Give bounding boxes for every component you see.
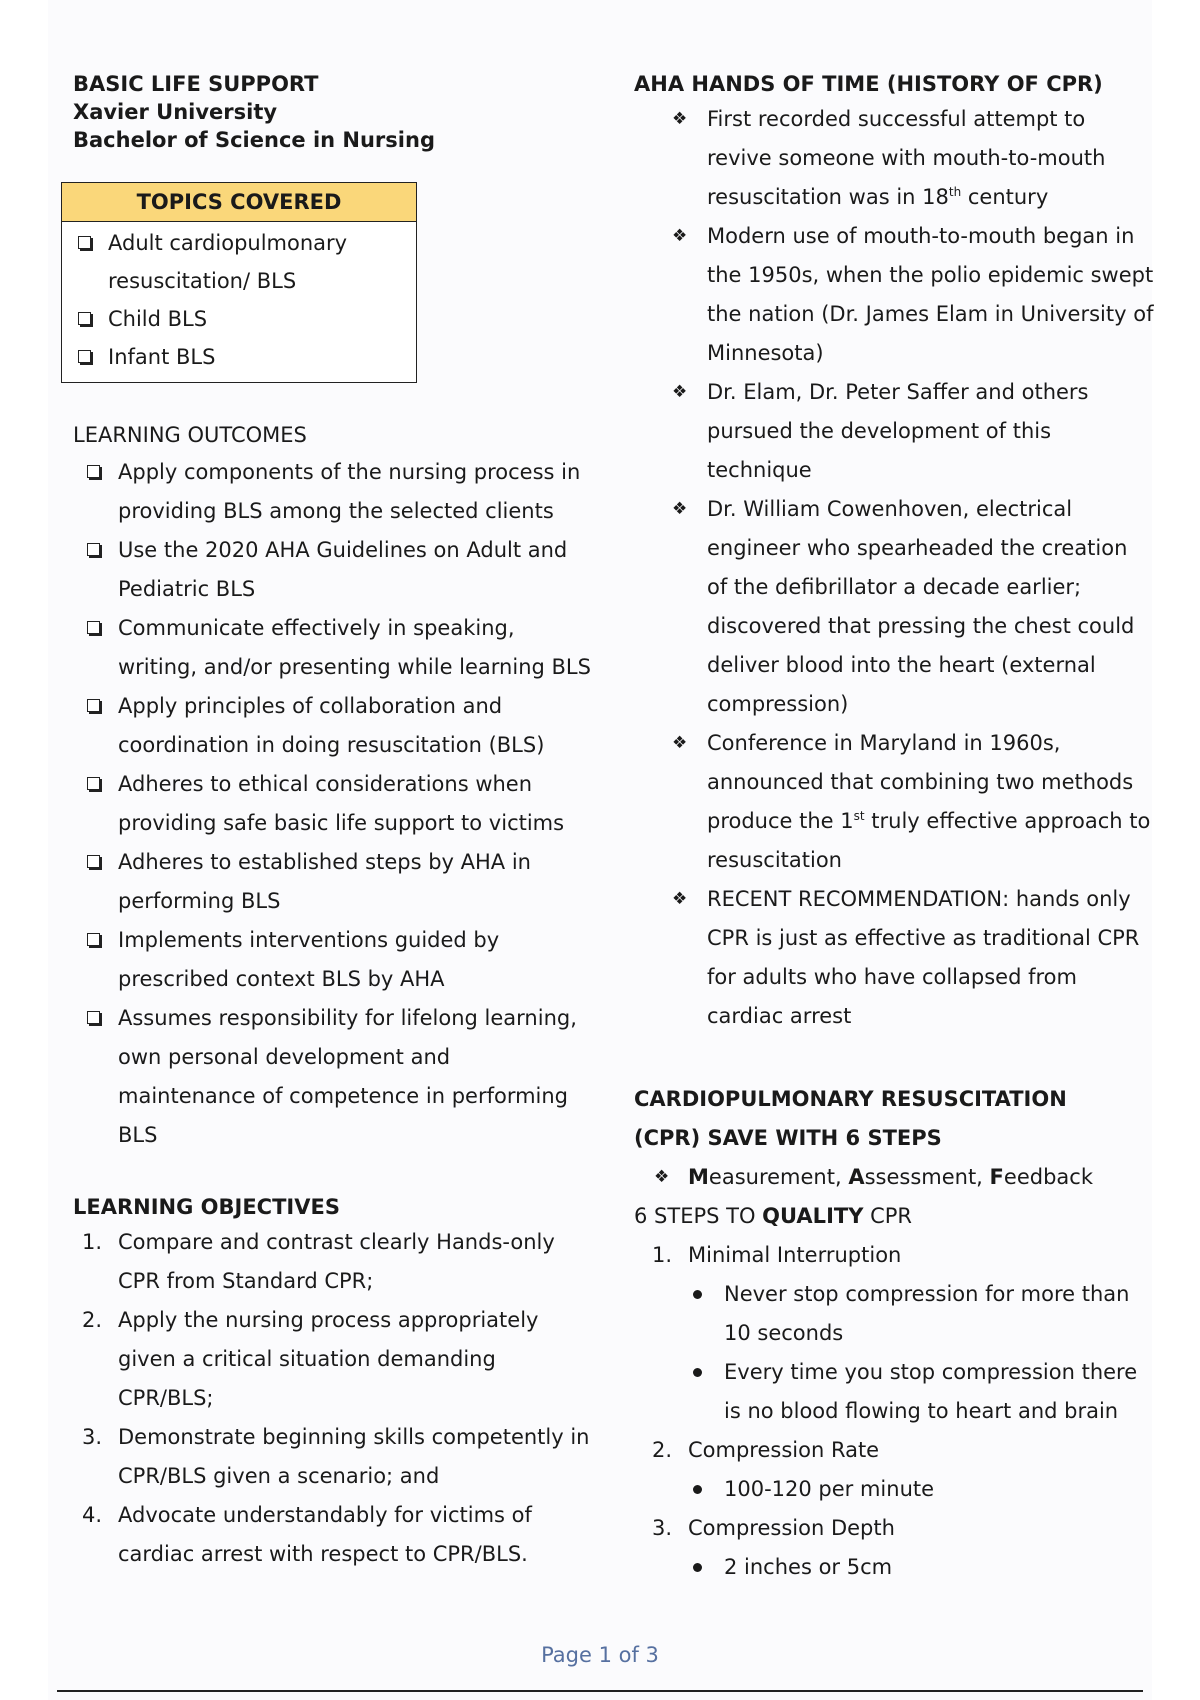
learning-outcomes-list [73, 453, 593, 1155]
list-item: Communicate effectively in speaking, writing, and/or presenting while learning BLS [73, 609, 593, 687]
checkbox-bullet-icon [87, 777, 100, 790]
list-item: ❖ Dr. Elam, Dr. Peter Saffer and others pursued the development of this technique [634, 373, 1154, 490]
diamond-bullet-icon: ❖ [654, 1167, 670, 1187]
checkbox-bullet-icon [78, 236, 91, 249]
diamond-bullet-icon: ❖ [672, 499, 688, 519]
checkbox-bullet-icon [87, 621, 100, 634]
list-item: 3. Demonstrate beginning skills competently in CPR/BLS given a scenario; and [82, 1425, 590, 1488]
list-item: ❖ Conference in Maryland in 1960s, announced that combining two methods produce the 1st truly effective approach to resuscitation [634, 724, 1154, 880]
topics-covered-box [61, 182, 417, 383]
checkbox-bullet-icon [78, 350, 91, 363]
document-title: BASIC LIFE SUPPORT [73, 72, 319, 96]
list-item: 2 inches or 5cm [688, 1548, 1154, 1587]
checkbox-bullet-icon [87, 933, 100, 946]
quality-cpr-heading: 6 STEPS TO QUALITY CPR [634, 1204, 913, 1228]
page-number: Page 1 of 3 [541, 1643, 659, 1667]
list-item: Adult cardiopulmonary [74, 224, 410, 262]
history-list [634, 100, 1154, 1036]
list-item: 1. Compare and contrast clearly Hands-only CPR from Standard CPR; [82, 1230, 555, 1293]
cpr-heading-line1: CARDIOPULMONARY RESUSCITATION [634, 1087, 1067, 1111]
history-heading: AHA HANDS OF TIME (HISTORY OF CPR) [634, 72, 1103, 96]
checkbox-bullet-icon [87, 699, 100, 712]
list-item: 4. Advocate understandably for victims of cardiac arrest with respect to CPR/BLS. [82, 1503, 532, 1566]
list-item: Implements interventions guided by prescribed context BLS by AHA [73, 921, 593, 999]
list-item: Use the 2020 AHA Guidelines on Adult and Pediatric BLS [73, 531, 593, 609]
list-item: 1. Minimal Interruption Never stop compression for more than 10 seconds Every time you stop compression there is no blood flowing to heart and brain [634, 1236, 1154, 1431]
list-item: 2. Compression Rate 100-120 per minute [634, 1431, 1154, 1509]
diamond-bullet-icon: ❖ [672, 382, 688, 402]
bullet-dot-icon [693, 1290, 702, 1299]
list-item: resuscitation/ BLS [108, 269, 297, 293]
list-item: Infant BLS [74, 338, 410, 376]
list-item: Assumes responsibility for lifelong learning, own personal development and maintenance of competence in performing BLS [73, 999, 593, 1155]
list-item: Adheres to ethical considerations when providing safe basic life support to victims [73, 765, 593, 843]
list-item: ❖ First recorded successful attempt to revive someone with mouth-to-mouth resuscitation was in 18th century [634, 100, 1154, 217]
footer-divider [57, 1690, 1143, 1692]
bullet-dot-icon [693, 1563, 702, 1572]
list-item: Never stop compression for more than 10 seconds [688, 1275, 1154, 1353]
school-name: Xavier University [73, 100, 278, 124]
list-item: 100-120 per minute [688, 1470, 1154, 1509]
checkbox-bullet-icon [87, 465, 100, 478]
program-name: Bachelor of Science in Nursing [73, 128, 435, 152]
bullet-dot-icon [693, 1485, 702, 1494]
list-item: Every time you stop compression there is no blood flowing to heart and brain [688, 1353, 1154, 1431]
left-column [73, 70, 593, 1574]
right-column [634, 70, 1154, 1587]
diamond-bullet-icon: ❖ [672, 109, 688, 129]
list-item: 2. Apply the nursing process appropriately given a critical situation demanding CPR/BLS; [82, 1308, 539, 1410]
topics-list [62, 222, 416, 382]
list-item: Apply principles of collaboration and coordination in doing resuscitation (BLS) [73, 687, 593, 765]
list-item: ❖ Dr. William Cowenhoven, electrical engineer who spearheaded the creation of the defibrillator a decade earlier; discovered that pressing the chest could deliver blood into the heart (external compression) [634, 490, 1154, 724]
diamond-bullet-icon: ❖ [672, 889, 688, 909]
list-item: ❖ RECENT RECOMMENDATION: hands only CPR is just as effective as traditional CPR for adults who have collapsed from cardiac arrest [634, 880, 1154, 1036]
diamond-bullet-icon: ❖ [672, 733, 688, 753]
maf-list [634, 1158, 1154, 1197]
quality-cpr-steps [634, 1236, 1154, 1587]
learning-objectives-heading: LEARNING OBJECTIVES [73, 1195, 340, 1219]
bullet-dot-icon [693, 1368, 702, 1377]
list-item: Adheres to established steps by AHA in performing BLS [73, 843, 593, 921]
checkbox-bullet-icon [78, 312, 91, 325]
list-item: Apply components of the nursing process in providing BLS among the selected clients [73, 453, 593, 531]
learning-objectives-list [73, 1223, 593, 1574]
checkbox-bullet-icon [87, 543, 100, 556]
diamond-bullet-icon: ❖ [672, 226, 688, 246]
list-item: Child BLS [74, 300, 410, 338]
topics-covered-title: TOPICS COVERED [62, 183, 416, 222]
list-item: ❖ Modern use of mouth-to-mouth began in the 1950s, when the polio epidemic swept the nation (Dr. James Elam in University of Minnesota) [634, 217, 1154, 373]
cpr-heading-line2: (CPR) SAVE WITH 6 STEPS [634, 1126, 942, 1150]
learning-outcomes-heading: LEARNING OUTCOMES [73, 423, 307, 447]
checkbox-bullet-icon [87, 855, 100, 868]
checkbox-bullet-icon [87, 1011, 100, 1024]
list-item: 3. Compression Depth 2 inches or 5cm [634, 1509, 1154, 1587]
list-item: ❖ Measurement, Assessment, Feedback [634, 1158, 1154, 1197]
